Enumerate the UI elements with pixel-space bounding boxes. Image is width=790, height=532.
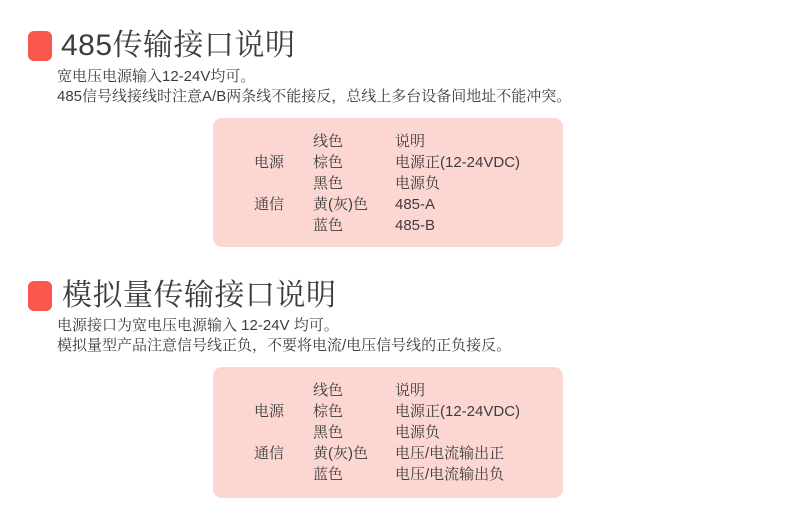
- table-cell-wirecolor: 蓝色: [313, 466, 344, 483]
- table-cell-group: 电源: [254, 154, 285, 171]
- section-bullet-icon: [28, 281, 52, 311]
- table-cell-description: 485-B: [395, 217, 436, 234]
- table-cell-wirecolor: 黑色: [313, 175, 344, 192]
- section-desc-line: 电源接口为宽电压电源输入 12-24V 均可。: [57, 317, 339, 334]
- table-row: [254, 215, 553, 236]
- table-cell-group: [254, 131, 313, 152]
- table-cell-description-header: 说明: [395, 133, 426, 150]
- table-row: [254, 401, 553, 422]
- table-cell-wirecolor: 黄(灰)色: [313, 445, 368, 462]
- table-row: [254, 464, 553, 485]
- table-cell-description: 电压/电流输出负: [395, 466, 505, 483]
- table-cell-description: 电源正(12-24VDC): [395, 154, 521, 171]
- table-cell-group: [254, 464, 313, 485]
- table-cell-wirecolor: 蓝色: [313, 217, 344, 234]
- table-row: [254, 152, 553, 173]
- table-cell-description: 电源负: [395, 175, 441, 192]
- table-row: [254, 380, 553, 401]
- table-cell-group: [254, 422, 313, 443]
- table-cell-group: [254, 380, 313, 401]
- table-cell-wirecolor: 黑色: [313, 424, 344, 441]
- table-row: [254, 173, 553, 194]
- table-cell-description: 电源正(12-24VDC): [395, 403, 521, 420]
- wiring-table-485: [213, 118, 563, 247]
- table-cell-wirecolor-header: 线色: [313, 133, 344, 150]
- table-cell-description-header: 说明: [395, 382, 426, 399]
- table-row: [254, 422, 553, 443]
- table-cell-group: [254, 173, 313, 194]
- table-cell-wirecolor: 棕色: [313, 403, 344, 420]
- table-cell-description: 电压/电流输出正: [395, 445, 505, 462]
- table-cell-group: 通信: [254, 196, 285, 213]
- table-cell-wirecolor-header: 线色: [313, 382, 344, 399]
- section-title-analog: 模拟量传输接口说明: [62, 279, 337, 312]
- table-cell-wirecolor: 棕色: [313, 154, 344, 171]
- table-row: [254, 194, 553, 215]
- section-title-485: 485传输接口说明: [61, 29, 296, 62]
- section-desc-line: 485信号线接线时注意A/B两条线不能接反，总线上多台设备间地址不能冲突。: [57, 88, 572, 105]
- section-desc-line: 模拟量型产品注意信号线正负，不要将电流/电压信号线的正负接反。: [57, 337, 512, 354]
- table-cell-description: 电源负: [395, 424, 441, 441]
- table-cell-group: [254, 215, 313, 236]
- section-bullet-icon: [28, 31, 52, 61]
- table-cell-description: 485-A: [395, 196, 436, 213]
- table-cell-group: 通信: [254, 445, 285, 462]
- table-row: [254, 131, 553, 152]
- section-desc-line: 宽电压电源输入12-24V均可。: [57, 68, 256, 85]
- wiring-table-analog: [213, 367, 563, 498]
- table-cell-wirecolor: 黄(灰)色: [313, 196, 368, 213]
- table-row: [254, 443, 553, 464]
- table-cell-group: 电源: [254, 403, 285, 420]
